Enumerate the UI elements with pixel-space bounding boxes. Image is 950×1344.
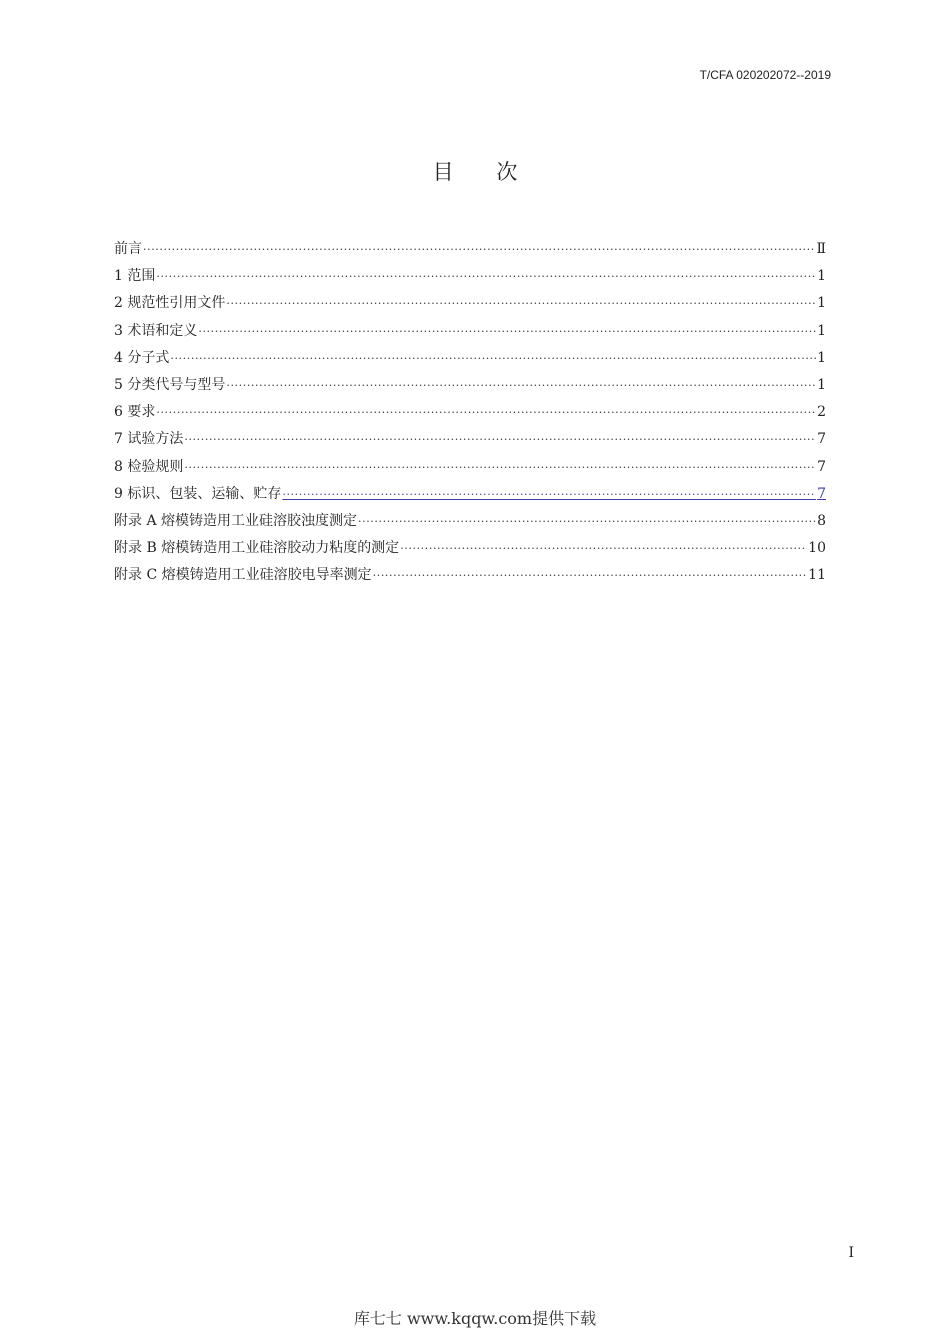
- footer-watermark[interactable]: 库七七 www.kqqw.com提供下载: [353, 1309, 597, 1328]
- toc-entry-label: 2 规范性引用文件: [114, 295, 226, 312]
- toc-entry-label: 附录 A 熔模铸造用工业硅溶胶浊度测定: [114, 512, 358, 529]
- toc-entry-scope[interactable]: [114, 263, 826, 290]
- toc-entry-molecular-formula[interactable]: [114, 345, 826, 372]
- toc-entry-annex-c[interactable]: [114, 562, 826, 589]
- toc-leader-dots: [184, 426, 816, 453]
- toc-leader-dots: [358, 508, 816, 535]
- toc-entry-label: 9 标识、包装、运输、贮存: [114, 485, 282, 502]
- toc-entry-label: 8 检验规则: [114, 458, 184, 475]
- toc-entry-page: 2: [817, 404, 826, 421]
- toc-entry-page: 1: [817, 349, 826, 366]
- toc-leader-dots[interactable]: [282, 481, 816, 508]
- toc-entry-label: 前言: [114, 241, 142, 257]
- toc-leader-dots: [373, 562, 808, 589]
- toc-leader-dots: [170, 345, 816, 372]
- toc-entry-label: 6 要求: [114, 404, 156, 421]
- toc-leader-dots: [400, 535, 807, 562]
- toc-entry-page: 1: [817, 268, 826, 285]
- toc-entry-annex-a[interactable]: [114, 508, 826, 535]
- toc-entry-inspection-rules[interactable]: [114, 454, 826, 481]
- toc-entry-label: 附录 C 熔模铸造用工业硅溶胶电导率测定: [114, 567, 372, 584]
- toc-entry-label: 7 试验方法: [114, 431, 184, 448]
- toc-entry-requirements[interactable]: [114, 399, 826, 426]
- toc-entry-page: 1: [817, 295, 826, 312]
- toc-entry-page: 10: [808, 540, 826, 557]
- toc-entry-marking-packaging[interactable]: [114, 481, 826, 508]
- toc-leader-dots: [156, 399, 816, 426]
- toc-entry-page: 8: [817, 512, 826, 529]
- toc-leader-dots: [156, 263, 816, 290]
- toc-leader-dots: [184, 454, 816, 481]
- toc-entry-label: 3 术语和定义: [114, 322, 198, 339]
- toc-entry-label: 5 分类代号与型号: [114, 376, 226, 393]
- toc-entry-page: 1: [817, 376, 826, 393]
- toc-entry-classification[interactable]: [114, 372, 826, 399]
- toc-entry-normative-references[interactable]: [114, 290, 826, 317]
- toc-entry-page-link[interactable]: 7: [817, 485, 826, 502]
- toc-leader-dots: [226, 372, 816, 399]
- toc-entry-label: 4 分子式: [114, 349, 170, 366]
- toc-entry-page: 7: [817, 431, 826, 448]
- toc-entry-test-methods[interactable]: [114, 426, 826, 453]
- document-code: T/CFA 020202072--2019: [699, 68, 831, 82]
- page-title: 目 次: [432, 160, 536, 184]
- toc-entry-page: 11: [808, 567, 826, 584]
- toc-entry-page: 1: [817, 322, 826, 339]
- toc-entry-label: 附录 B 熔模铸造用工业硅溶胶动力粘度的测定: [114, 540, 400, 557]
- toc-entry-terms-definitions[interactable]: [114, 318, 826, 345]
- toc-entry-label: 1 范围: [114, 268, 156, 285]
- table-of-contents: [114, 236, 826, 589]
- toc-leader-dots: [143, 236, 815, 263]
- toc-entry-page: 7: [817, 458, 826, 475]
- toc-leader-dots: [226, 290, 816, 317]
- toc-leader-dots: [198, 318, 816, 345]
- toc-entry-foreword[interactable]: [114, 236, 826, 263]
- toc-entry-annex-b[interactable]: [114, 535, 826, 562]
- page-number: I: [848, 1245, 854, 1261]
- toc-entry-page: Ⅱ: [816, 241, 826, 257]
